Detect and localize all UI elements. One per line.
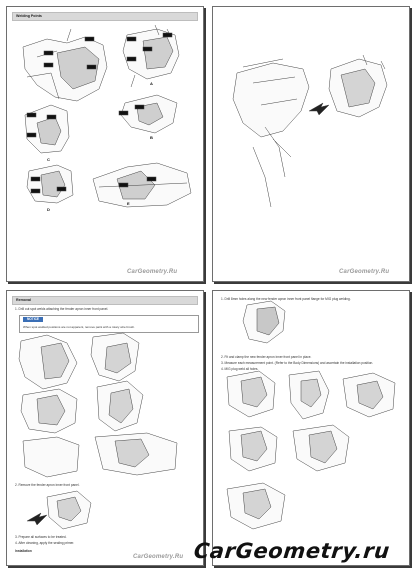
site-watermark: CarGeometry.ru	[192, 539, 392, 563]
panel-overview-diagram	[213, 7, 409, 281]
install-step-4: 4. MIG plug weld all holes.	[221, 367, 259, 371]
removal-step-4: 4. After cleaning, apply the sealing primer.	[15, 541, 75, 545]
figure-label-a: A	[150, 81, 153, 86]
figure-label-b: B	[150, 135, 153, 140]
notice-title: NOTICE	[23, 317, 43, 322]
figure-label-d: D	[47, 207, 50, 212]
install-step-1: 1. Drill 8mm holes along the new fender apron inner front panel flange for MIG plug welding.	[221, 297, 351, 301]
figure-label-e: E	[127, 201, 130, 206]
removal-step-1: 1. Drill out spot welds attaching the fender apron inner front panel.	[15, 307, 109, 311]
removal-step-3: 3. Prepare all surfaces to be treated.	[15, 535, 67, 539]
page-panel-overview	[212, 6, 410, 282]
page-header-title: Welding Points	[16, 14, 42, 18]
removal-step-2: 2. Remove the fender apron inner front panel.	[15, 483, 80, 487]
page-installation	[212, 290, 410, 566]
page-welding-points	[6, 6, 204, 282]
installation-heading: Installation	[15, 549, 32, 553]
welding-diagrams	[7, 7, 203, 281]
figure-label-c: C	[47, 157, 50, 162]
notice-text: When spot welded positions are not apparent, remove paint with a rotary wire brush.	[23, 325, 135, 329]
installation-diagrams	[213, 291, 409, 565]
watermark: CarGeometry.Ru	[127, 269, 178, 275]
watermark: CarGeometry.Ru	[339, 269, 390, 275]
watermark: CarGeometry.Ru	[133, 554, 184, 560]
page-header-title: Removal	[16, 298, 31, 302]
install-step-2: 2. Fit and clamp the new fender apron inner front panel in place.	[221, 355, 312, 359]
install-step-3: 3. Measure each measurement point. (Refer to the Body Dimensions) and ascertain the installation position.	[221, 361, 374, 365]
removal-diagrams	[7, 291, 203, 565]
page-removal	[6, 290, 204, 566]
